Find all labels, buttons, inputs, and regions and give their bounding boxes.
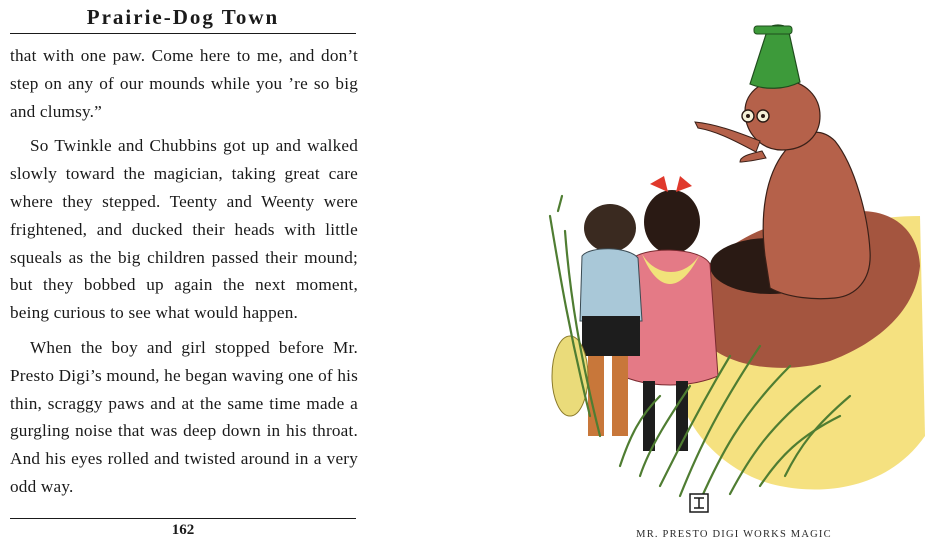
boy-hair bbox=[584, 204, 636, 252]
girl-leg-left bbox=[643, 381, 655, 451]
boy-shirt bbox=[580, 249, 642, 321]
hat-band bbox=[754, 26, 792, 34]
illustration-drawing bbox=[530, 16, 928, 521]
illustration bbox=[530, 16, 928, 521]
footer-rule bbox=[10, 518, 356, 519]
body-text bbox=[10, 42, 358, 508]
boy-shorts bbox=[582, 316, 640, 356]
paragraph-3: When the boy and girl stopped before Mr. Presto Digi’s mound, he began waving one of his thin, scraggy paws and at the same time made a gurgling noise that was deep down in his throat. And his eyes rolled and twisted around in a very odd way. bbox=[10, 337, 358, 496]
eye-left bbox=[746, 114, 750, 118]
girl-hair bbox=[644, 190, 700, 254]
running-head: Prairie-Dog Town bbox=[86, 5, 280, 29]
page-number: 162 bbox=[171, 522, 195, 538]
prairie-dog-body bbox=[763, 132, 870, 298]
paragraph-1: that with one paw. Come here to me, and don’t step on any of our mounds while you ’re so big and clumsy.” bbox=[10, 46, 358, 121]
header-rule bbox=[10, 33, 356, 34]
eye-right bbox=[761, 114, 765, 118]
illustration-caption: MR. PRESTO DIGI WORKS MAGIC bbox=[636, 529, 832, 540]
girl-bow bbox=[650, 176, 692, 192]
boy-leg-right bbox=[612, 356, 628, 436]
prairie-dog-paw bbox=[740, 151, 766, 162]
paragraph-2: So Twinkle and Chubbins got up and walked slowly toward the magician, taking great care where they stepped. Teenty and Weenty were frightened, and ducked their heads with little squeals as the big children passed their mound; but they bobbed up again the next moment, being curious to see what would happen. bbox=[10, 136, 358, 323]
straw-hat bbox=[552, 336, 588, 416]
text-page bbox=[0, 0, 365, 547]
